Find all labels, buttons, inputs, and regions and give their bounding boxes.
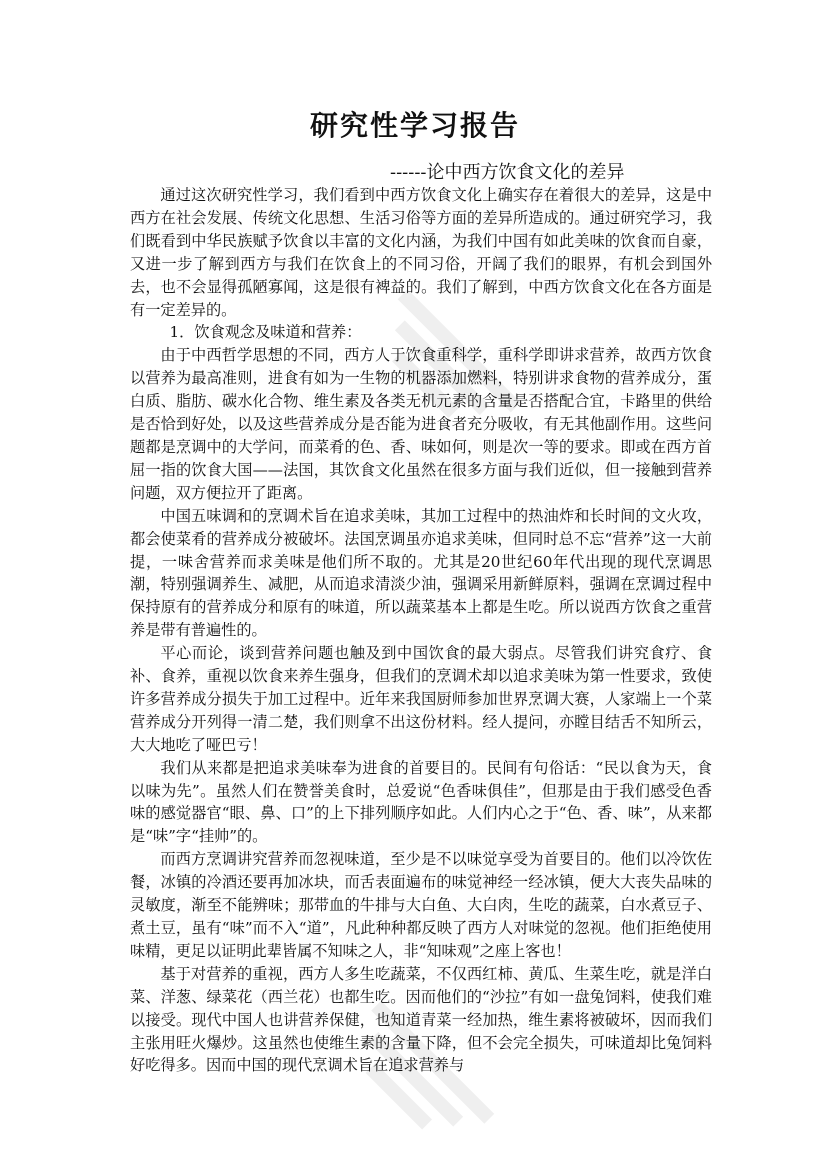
page-title: 研究性学习报告	[309, 109, 520, 142]
document-body	[130, 184, 712, 1077]
paragraph: 平心而论，谈到营养问题也触及到中国饮食的最大弱点。尽管我们讲究食疗、食补、食养，重视以饮食来养生强身，但我们的烹调术却以追求美味为第一性要求，致使许多营养成分损失于加工过程中。近年来我国厨师参加世界烹调大赛，人家端上一个菜营养成分开列得一清二楚，我们则拿不出这份材料。经人提问，亦瞠目结舌不知所云，大大地吃了哑巴亏！	[130, 644, 712, 754]
page-subtitle: ------论中西方饮食文化的差异	[390, 162, 625, 183]
paragraph: 我们从来都是把追求美味奉为进食的首要目的。民间有句俗话：“民以食为天，食以味为先”。虽然人们在赞誉美食时，总爱说“色香味俱佳”，但那是由于我们感受色香味的感觉器官“眼、鼻、口”的上下排列顺序如此。人们内心之于“色、香、味”，从来都是“味”字“挂帅”的。	[130, 758, 712, 846]
paragraph: 基于对营养的重视，西方人多生吃蔬菜，不仅西红柿、黄瓜、生菜生吃，就是洋白菜、洋葱、绿菜花（西兰花）也都生吃。因而他们的“沙拉”有如一盘兔饲料，使我们难以接受。现代中国人也讲营养保健，也知道青菜一经加热，维生素将被破坏，因而我们主张用旺火爆炒。这虽然也使维生素的含量下降，但不会完全损失，可味道却比兔饲料好吃得多。因而中国的现代烹调术旨在追求营养与	[130, 964, 712, 1075]
paragraph: 中国五味调和的烹调术旨在追求美味，其加工过程中的热油炸和长时间的文火攻，都会使菜肴的营养成分被破坏。法国烹调虽亦追求美味，但同时总不忘“营养”这一大前提，一味舍营养而求美味是他们所不取的。尤其是20世纪60年代出现的现代烹调思潮，特别强调养生、减肥，从而追求清淡少油，强调采用新鲜原料，强调在烹调过程中保持原有的营养成分和原有的味道，所以蔬菜基本上都是生吃。所以说西方饮食之重营养是带有普遍性的。	[130, 506, 712, 640]
section-heading: 1．饮食观念及味道和营养：	[169, 323, 362, 342]
paragraph: 由于中西哲学思想的不同，西方人于饮食重科学，重科学即讲求营养，故西方饮食以营养为最高准则，进食有如为一生物的机器添加燃料，特别讲求食物的营养成分，蛋白质、脂肪、碳水化合物、维生素及各类无机元素的含量是否搭配合宜，卡路里的供给是否恰到好处，以及这些营养成分是否能为进食者充分吸收，有无其他副作用。这些问题都是烹调中的大学问，而菜肴的色、香、味如何，则是次一等的要求。即或在西方首屈一指的饮食大国——法国，其饮食文化虽然在很多方面与我们近似，但一接触到营养问题，双方便拉开了距离。	[130, 346, 712, 502]
paragraph: 而西方烹调讲究营养而忽视味道，至少是不以味觉享受为首要目的。他们以冷饮佐餐，冰镇的冷酒还要再加冰块，而舌表面遍布的味觉神经一经冰镇，便大大丧失品味的灵敏度，渐至不能辨味；那带血的牛排与大白鱼、大白肉，生吃的蔬菜，白水煮豆子、煮土豆，虽有“味”而不入“道”，凡此种种都反映了西方人对味觉的忽视。他们拒绝使用味精，更足以证明此辈皆属不知味之人，非“知味观”之座上客也！	[130, 850, 712, 960]
paragraph: 通过这次研究性学习，我们看到中西方饮食文化上确实存在着很大的差异，这是中西方在社会发展、传统文化思想、生活习俗等方面的差异所造成的。通过研究学习，我们既看到中华民族赋予饮食以丰富的文化内涵，为我们中国有如此美味的饮食而自豪，又进一步了解到西方与我们在饮食上的不同习俗，开阔了我们的眼界，有机会到国外去，也不会显得孤陋寡闻，这是很有裨益的。我们了解到，中西方饮食文化在各方面是有一定差异的。	[130, 186, 712, 319]
